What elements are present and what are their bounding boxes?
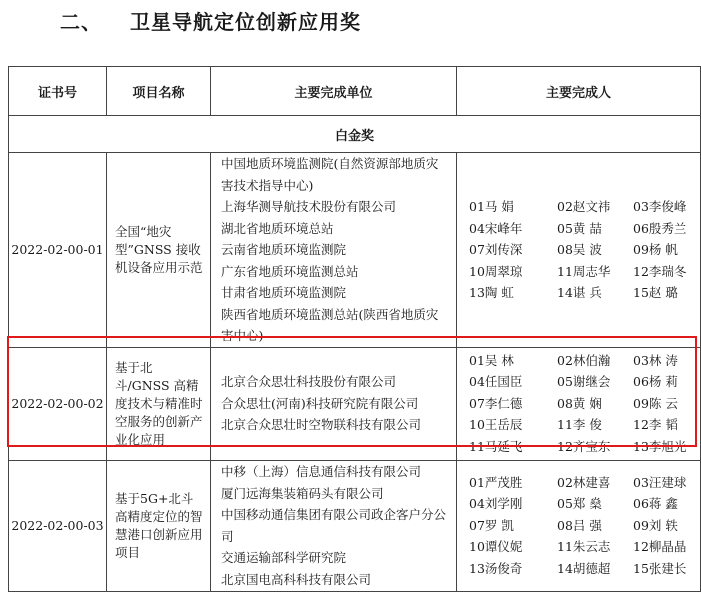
persons-list	[457, 347, 701, 460]
person-item: 12李 韬	[633, 417, 678, 433]
header-persons: 主要完成人	[457, 67, 701, 116]
persons-grid	[469, 350, 694, 458]
person-item: 07李仁德	[469, 395, 523, 411]
person-item: 02赵文祎	[557, 199, 611, 214]
person-item: 10周翠琼	[469, 263, 523, 279]
unit-item: 广东省地质环境监测总站	[221, 263, 359, 279]
unit-item: 陕西省地质环境监测总站(陕西省地质灾害中心)	[221, 306, 439, 343]
table-row	[9, 347, 701, 460]
unit-item: 厦门远海集装箱码头有限公司	[221, 485, 384, 501]
person-item: 04刘学刚	[469, 496, 523, 512]
award-band-label: 白金奖	[9, 116, 701, 153]
person-item: 07刘传深	[469, 242, 523, 257]
person-item: 01严茂胜	[469, 474, 523, 490]
person-item: 08吴 波	[557, 242, 602, 257]
project-name: 基于5G+北斗高精度定位的智慧港口创新应用项目	[107, 460, 211, 591]
unit-item: 北京国电高科科技有限公司	[221, 571, 372, 587]
person-item: 02林建喜	[557, 474, 611, 490]
header-project: 项目名称	[107, 67, 211, 116]
person-item: 06蒋 鑫	[633, 496, 678, 512]
project-name: 基于北斗/GNSS 高精度技术与精准时空服务的创新产业化应用	[107, 347, 211, 460]
unit-item: 北京合众思壮时空物联科技有限公司	[221, 417, 422, 433]
person-item: 01马 娟	[469, 199, 514, 214]
person-item: 12柳晶晶	[633, 539, 687, 555]
unit-item: 北京合众思壮科技股份有限公司	[221, 374, 397, 390]
cert-number: 2022-02-00-01	[9, 153, 107, 348]
persons-grid	[469, 472, 694, 580]
section-title: 卫星导航定位创新应用奖	[130, 10, 361, 34]
person-item: 01吴 林	[469, 352, 514, 368]
person-item: 09刘 轶	[633, 517, 678, 533]
unit-item: 云南省地质环境监测院	[221, 242, 347, 257]
units-list	[211, 460, 457, 591]
unit-item: 湖北省地质环境总站	[221, 220, 334, 236]
person-item: 13李旭光	[633, 438, 687, 454]
unit-item: 中国地质环境监测院(自然资源部地质灾害技术指导中心)	[221, 156, 439, 193]
person-item: 04宋峰年	[469, 220, 523, 236]
person-item: 03李俊峰	[633, 199, 687, 214]
unit-item: 交通运输部科学研究院	[221, 550, 347, 565]
person-item: 07罗 凯	[469, 517, 514, 533]
person-item: 09杨 帆	[633, 242, 678, 257]
person-item: 10谭仪妮	[469, 539, 523, 555]
person-item: 02林伯瀚	[557, 352, 611, 368]
person-item: 09陈 云	[633, 395, 678, 411]
table-row	[9, 460, 701, 591]
person-item: 14谌 兵	[557, 285, 602, 300]
cert-number: 2022-02-00-03	[9, 460, 107, 591]
table-row	[9, 153, 701, 348]
person-item: 05黄 喆	[557, 220, 602, 236]
units-list	[211, 153, 457, 348]
unit-item: 合众思壮(河南)科技研究院有限公司	[221, 395, 419, 411]
awards-table	[8, 66, 701, 592]
person-item: 12李瑞冬	[633, 263, 687, 279]
person-item: 08黄 娴	[557, 395, 602, 411]
person-item: 08吕 强	[557, 517, 602, 533]
person-item: 15张建长	[633, 560, 687, 576]
unit-item: 甘肃省地质环境监测院	[221, 285, 347, 300]
persons-grid	[469, 196, 694, 304]
units-list	[211, 347, 457, 460]
persons-list	[457, 153, 701, 348]
person-item: 03汪建球	[633, 474, 687, 490]
person-item: 11马延飞	[469, 438, 523, 454]
cert-number: 2022-02-00-02	[9, 347, 107, 460]
section-number: 二、	[60, 10, 102, 34]
person-item: 03林 涛	[633, 352, 678, 368]
person-item: 11周志华	[557, 263, 611, 279]
person-item: 10王岳辰	[469, 417, 523, 433]
person-item: 14胡德超	[557, 560, 611, 576]
unit-item: 中国移动通信集团有限公司政企客户分公司	[221, 507, 447, 544]
table-header-row	[9, 67, 701, 116]
person-item: 05郑 燊	[557, 496, 602, 512]
person-item: 06杨 莉	[633, 374, 678, 390]
person-item: 06殷秀兰	[633, 220, 687, 236]
person-item: 11李 俊	[557, 417, 602, 433]
project-name: 全国“地灾型”GNSS 接收机设备应用示范	[107, 153, 211, 348]
unit-item: 中移（上海）信息通信科技有限公司	[221, 464, 422, 479]
person-item: 05谢继会	[557, 374, 611, 390]
person-item: 13汤俊奇	[469, 560, 523, 576]
person-item: 13陶 虹	[469, 285, 514, 300]
persons-list	[457, 460, 701, 591]
person-item: 04任国臣	[469, 374, 523, 390]
person-item: 11朱云志	[557, 539, 611, 555]
person-item: 12齐宝东	[557, 438, 611, 454]
header-units: 主要完成单位	[211, 67, 457, 116]
section-heading	[60, 6, 361, 35]
header-cert: 证书号	[9, 67, 107, 116]
unit-item: 上海华测导航技术股份有限公司	[221, 199, 397, 214]
award-band-row	[9, 116, 701, 153]
person-item: 15赵 璐	[633, 285, 678, 300]
